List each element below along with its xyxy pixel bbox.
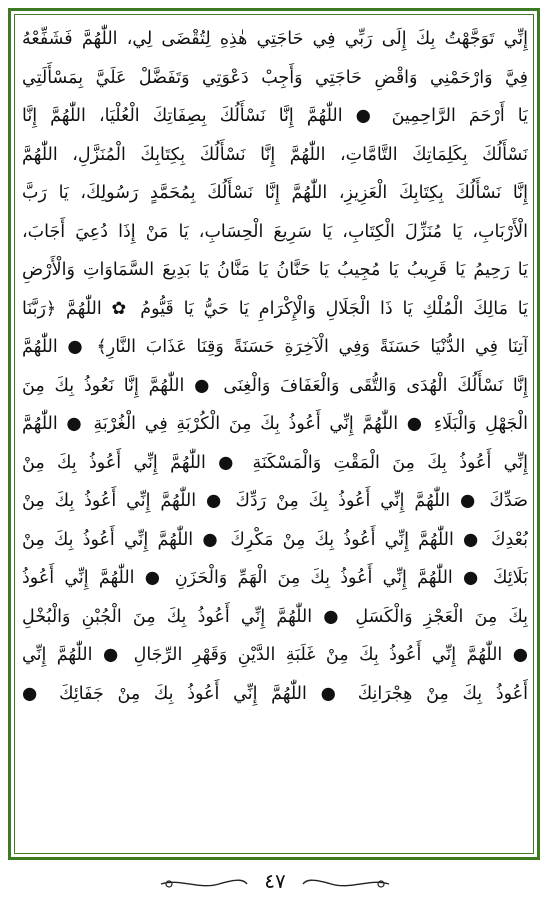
text-line-17: ● اللّٰهُمَّ إِنِّي أَعُوذُ بِكَ مِنْ غَلَبَةِ الدَّيْنِ وَقَهْرِ الرِّجَالِ ● اللّٰهُمَّ إِنِّي bbox=[22, 645, 528, 665]
right-ornament-icon bbox=[301, 876, 391, 892]
text-line-15: بَلَائِكَ ● اللّٰهُمَّ إِنِّي أَعُوذُ بِكَ مِنَ الْهَمِّ وَالْحَزَنِ ● اللّٰهُمَّ إِنِّي أَعُوذُ bbox=[22, 568, 528, 588]
text-line-14: بُعْدِكَ ● اللّٰهُمَّ إِنِّي أَعُوذُ بِكَ مِنْ مَكْرِكَ ● اللّٰهُمَّ إِنِّي أَعُوذُ بِكَ مِنْ bbox=[22, 529, 528, 550]
text-line-11: الْجَهْلِ وَالْبَلَاءِ ● اللّٰهُمَّ إِنِّي أَعُوذُ بِكَ مِنَ الْكُرْبَةِ فِي الْغُرْبَةِ ● اللّٰهُمَّ bbox=[22, 414, 528, 434]
text-line-5: إِنَّا نَسْأَلُكَ بِكِتَابِكَ الْعَزِيزِ، اللّٰهُمَّ إِنَّا نَسْأَلُكَ بِمُحَمَّدٍ رَسُولِكَ، يَا رَبَّ bbox=[22, 183, 528, 203]
text-line-8: يَا مَالِكَ الْمُلْكِ يَا ذَا الْجَلَالِ وَالْإِكْرَامِ يَا حَيُّ يَا قَيُّومُ ✿ اللّٰهُمَّ ﴿رَبَّنَا bbox=[22, 298, 528, 319]
prayer-text-block bbox=[22, 20, 528, 850]
text-line-10: إِنَّا نَسْأَلُكَ الْهُدَى وَالتُّقَى وَالْعَفَافَ وَالْغِنَى ● اللّٰهُمَّ إِنَّا نَعُوذُ بِكَ مِنَ bbox=[22, 375, 528, 396]
page-number: ٤٧ bbox=[264, 869, 286, 893]
page-footer bbox=[0, 866, 550, 896]
text-line-6: الْأَرْبَابِ، يَا مُنَزِّلَ الْكِتَابِ، يَا سَرِيعَ الْحِسَابِ، يَا مَنْ إِذَا دُعِيَ أَجَابَ، bbox=[22, 221, 528, 242]
left-ornament-icon bbox=[159, 876, 249, 892]
text-line-16: بِكَ مِنَ الْعَجْزِ وَالْكَسَلِ ● اللّٰهُمَّ إِنِّي أَعُوذُ بِكَ مِنَ الْجُبْنِ وَالْبُخْلِ bbox=[22, 606, 528, 627]
text-line-18: أَعُوذُ بِكَ مِنْ هِجْرَانِكَ ● اللّٰهُمَّ إِنِّي أَعُوذُ بِكَ مِنْ جَفَائِكَ ● bbox=[22, 683, 528, 704]
text-line-1: إِنِّي تَوَجَّهْتُ بِكَ إِلَى رَبِّي فِي حَاجَتِي هٰذِهِ لِتُقْضَى لِي، اللّٰهُمَّ فَشَفِّعْهُ bbox=[22, 29, 528, 49]
text-line-4: نَسْأَلُكَ بِكَلِمَاتِكَ التَّامَّاتِ، اللّٰهُمَّ إِنَّا نَسْأَلُكَ بِكِتَابِكَ الْمُنَزَّلِ، اللّٰهُمَّ bbox=[22, 144, 528, 165]
text-line-13: صَدِّكَ ● اللّٰهُمَّ إِنِّي أَعُوذُ بِكَ مِنْ رَدِّكَ ● اللّٰهُمَّ إِنِّي أَعُوذُ بِكَ مِنْ bbox=[22, 491, 528, 511]
text-line-9: آتِنَا فِي الدُّنْيَا حَسَنَةً وَفِي الْآخِرَةِ حَسَنَةً وَقِنَا عَذَابَ النَّارِ﴾ ● اللّٰهُمَّ bbox=[22, 337, 528, 357]
text-line-2: فِيَّ وَارْحَمْنِي وَاقْضِ حَاجَتِي وَأَجِبْ دَعْوَتِي وَتَفَضَّلْ عَلَيَّ بِمَسْأَلَتِي bbox=[22, 67, 528, 88]
text-line-12: إِنِّي أَعُوذُ بِكَ مِنَ الْمَقْتِ وَالْمَسْكَنَةِ ● اللّٰهُمَّ إِنِّي أَعُوذُ بِكَ مِنْ bbox=[22, 452, 528, 473]
text-line-3: يَا أَرْحَمَ الرَّاحِمِينَ ● اللّٰهُمَّ إِنَّا نَسْأَلُكَ بِصِفَاتِكَ الْعُلْيَا، اللّٰهُمَّ إِنَّا bbox=[22, 106, 528, 126]
text-line-7: يَا رَحِيمُ يَا قَرِيبُ يَا مُجِيبُ يَا حَنَّانُ يَا مَنَّانُ يَا بَدِيعَ السَّمَاوَاتِ وَالْأَرْضِ bbox=[22, 260, 528, 280]
